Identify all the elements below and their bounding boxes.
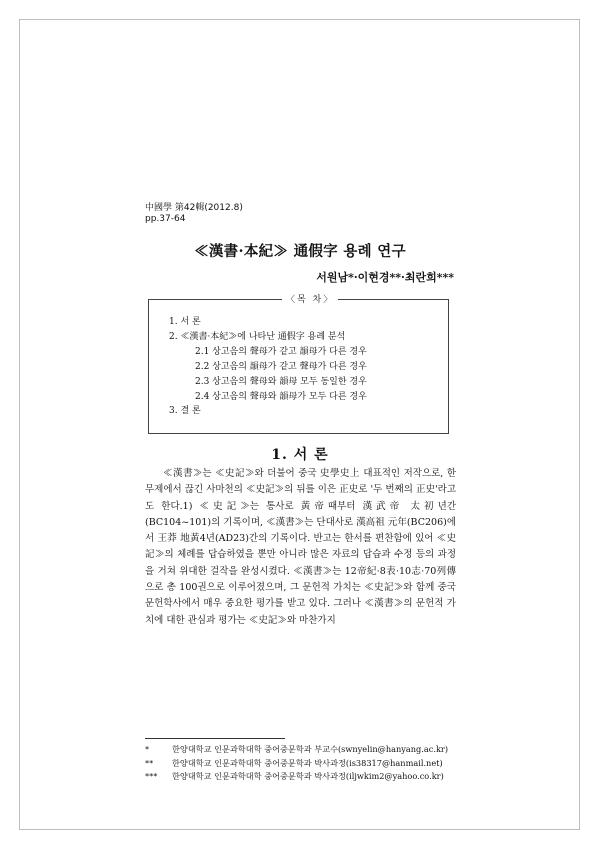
footnote-marker: ***	[145, 771, 158, 782]
footnote-divider	[145, 738, 285, 739]
toc-list	[169, 315, 367, 419]
section-heading: 1. 서 론	[271, 447, 329, 463]
toc-subitem: 2.1 상고음의 聲母가 같고 韻母가 다른 경우	[195, 346, 367, 357]
author-line: 서원남*·이현경**·최란희***	[316, 271, 454, 284]
footnote-text: 한양대학교 인문과학대학 중어중문학과 박사과정(iljwkim2@yahoo.co.kr)	[172, 771, 444, 782]
footnote	[145, 770, 465, 784]
journal-info	[145, 203, 243, 225]
toc-item: 3. 결 론	[169, 406, 201, 417]
footnote-marker: *	[145, 744, 150, 754]
body-paragraph: ≪漢書≫는 ≪史記≫와 더불어 중국 史學史上 대표적인 저작으로, 한무제에서 끊긴 사마천의 ≪史記≫의 뒤를 이은 正史로 '두 번째의 正史'라고도 한다.1) ≪史記≫는 통사로 黃帝때부터 漢武帝 太初년간(BC104~101)의 기록이며, ≪漢書≫는 단대사로 漢高祖 元年(BC206)에서 王莽 地黃4년(AD23)간의 기록이다. 반고는 한서를 편찬함에 있어 ≪史記≫의 체례를 답습하였을 뿐만 아니라 많은 자료의 답습과 수정 등의 과정을 거쳐 위대한 걸작을 완성시켰다. ≪漢書≫는 12帝紀·8表·10志·70列傳으로 총 100권으로 이루어졌으며, 그 문헌적 가치는 ≪史記≫와 함께 중국문헌학사에서 매우 중요한 평가를 받고 있다. 그러나 ≪漢書≫의 문헌적 가치에 대한 관심과 평가는 ≪史記≫와 마찬가지	[145, 468, 456, 626]
footnote-text: 한양대학교 인문과학대학 중어중문학과 부교수(swnyelin@hanyang.ac.kr)	[172, 744, 449, 754]
toc-subitem: 2.3 상고음의 聲母와 韻母 모두 동일한 경우	[195, 376, 367, 387]
toc-subitem: 2.4 상고음의 聲母와 韻母가 모두 다른 경우	[195, 391, 367, 402]
paper-title: ≪漢書·本紀≫ 通假字 용례 연구	[194, 243, 406, 260]
footnote-marker: **	[145, 757, 154, 768]
toc-subitem: 2.2 상고음의 韻母가 같고 聲母가 다른 경우	[195, 361, 367, 372]
footnote-list	[145, 743, 465, 784]
footnote	[145, 743, 465, 757]
footnote	[145, 757, 465, 771]
journal-issue: 中國學 第42輯(2012.8)	[145, 203, 243, 213]
toc-heading: 〈목 차〉	[282, 292, 338, 305]
footnote-text: 한양대학교 인문과학대학 중어중문학과 박사과정(is38317@hanmail.net)	[172, 757, 443, 768]
toc-item: 2. ≪漢書·本紀≫에 나타난 通假字 용례 분석	[169, 331, 346, 342]
journal-pages: pp.37-64	[145, 214, 186, 224]
toc-item: 1. 서 론	[169, 317, 201, 327]
